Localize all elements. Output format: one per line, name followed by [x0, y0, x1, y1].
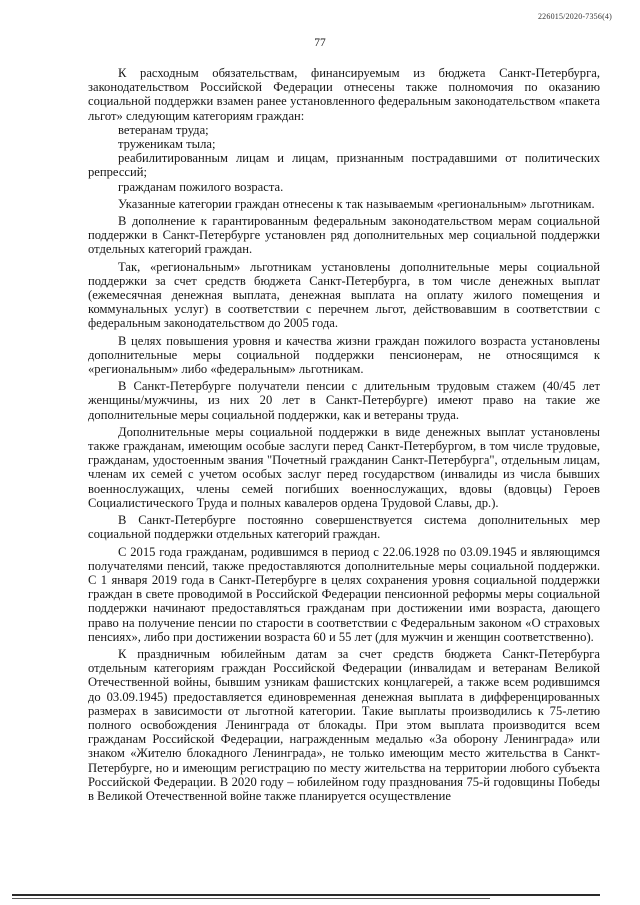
paragraph-pensioners: В целях повышения уровня и качества жизни граждан пожилого возраста установлены дополнительные меры социальной поддержки пенсионерам, не относящимся к «региональным» либо «федеральным» льготникам.: [88, 333, 600, 377]
document-body: [88, 66, 600, 803]
list-item-elderly: гражданам пожилого возраста.: [118, 179, 284, 194]
paragraph-2015-measures: С 2015 года гражданам, родившимся в период с 22.06.1928 по 03.09.1945 и являющимся получателями пенсий, также предоставляются дополнительные меры социальной поддержки. С 1 января 2019 года в Санкт-Петербурге в целях сохранения уровня социальной поддержки граждан в свете проводимой в Российской Федерации пенсионной реформы меры социальной поддержки начинают предоставляться гражданам при достижении ими возраста, дающего право на получение пенсии по старости в соответствии с Федеральным законом «О страховых пенсиях», либо при достижении возраста 60 и 55 лет (для мужчин и женщин соответственно).: [88, 544, 600, 644]
scan-edge-line-secondary: [12, 898, 490, 899]
list-item-home-front-workers: труженикам тыла;: [118, 137, 216, 152]
list-item-veterans-of-labor: ветеранам труда;: [118, 122, 209, 137]
paragraph-additional-measures: В дополнение к гарантированным федеральным законодательством мерам социальной поддержки в Санкт-Петербурге установлен ряд дополнительных мер социальной поддержки отдельных категорий граждан.: [88, 214, 600, 257]
paragraph-long-service: В Санкт-Петербурге получатели пенсии с длительным трудовым стажем (40/45 лет женщины/мужчины, из них 20 лет в Санкт-Петербурге) имеют право на такие же дополнительные меры социальной поддержки, как и ветераны труда.: [88, 379, 600, 422]
scan-edge-line: [12, 894, 600, 896]
paragraph-holiday-payments: К праздничным юбилейным датам за счет средств бюджета Санкт-Петербурга отдельным категориям граждан Российской Федерации (инвалидам и ветеранам Великой Отечественной войны, бывшим узникам фашистских концлагерей, а также всем родившимся до 03.09.1945) предоставляется единовременная денежная выплата в дифференцированных размерах в зависимости от льготной категории. Такие выплаты производились к 75-летию полного освобождения Ленинграда от блокады. При этом выплата производится всем гражданам Российской Федерации, награжденным медалью «За оборону Ленинграда» или знаком «Жителю блокадного Ленинграда», не только имеющим место жительства в Санкт-Петербурге, но и имеющим регистрацию по месту жительства на территории любого субъекта Российской Федерации. В 2020 году – юбилейном году празднования 75-й годовщины Победы в Великой Отечественной войне также планируется осуществление: [88, 646, 600, 803]
paragraph-regional-beneficiaries: Указанные категории граждан отнесены к так называемым «региональным» льготникам.: [118, 196, 595, 211]
paragraph-intro: К расходным обязательствам, финансируемым из бюджета Санкт-Петербурга, законодательством Российской Федерации отнесены также полномочия по оказанию социальной поддержки взамен ранее установленного федеральным законодательством «пакета льгот» следующим категориям граждан:: [88, 66, 600, 123]
paragraph-regional-payments: Так, «региональным» льготникам установлены дополнительные меры социальной поддержки за счет средств бюджета Санкт-Петербурга, в том числе денежных выплат (ежемесячная денежная выплата, денежная выплата на оплату жилого помещения и коммунальных услуг) в соответствии с перечнем льгот, действовавшим в соответствии с федеральным законодательством до 2005 года.: [88, 259, 600, 331]
paragraph-special-merits: Дополнительные меры социальной поддержки в виде денежных выплат установлены также гражданам, имеющим особые заслуги перед Санкт-Петербургом, в том числе трудовые, гражданам, удостоенным звания "Почетный гражданин Санкт-Петербурга", отдельным лицам, членам их семей с учетом особых заслуг перед государством (инвалиды из числа бывших военнослужащих, члены семей погибших военнослужащих, вдовы (вдовцы) Героев Социалистического Труда и полных кавалеров ордена Трудовой Славы, др.).: [88, 424, 600, 510]
document-id: 226015/2020-7356(4): [537, 12, 612, 21]
paragraph-system-improvement: В Санкт-Петербурге постоянно совершенствуется система дополнительных мер социальной поддержки отдельных категорий граждан.: [88, 513, 600, 542]
page-number: 77: [314, 37, 326, 49]
list-item-rehabilitated: реабилитированным лицам и лицам, признанным пострадавшими от политических репрессий;: [88, 151, 600, 180]
